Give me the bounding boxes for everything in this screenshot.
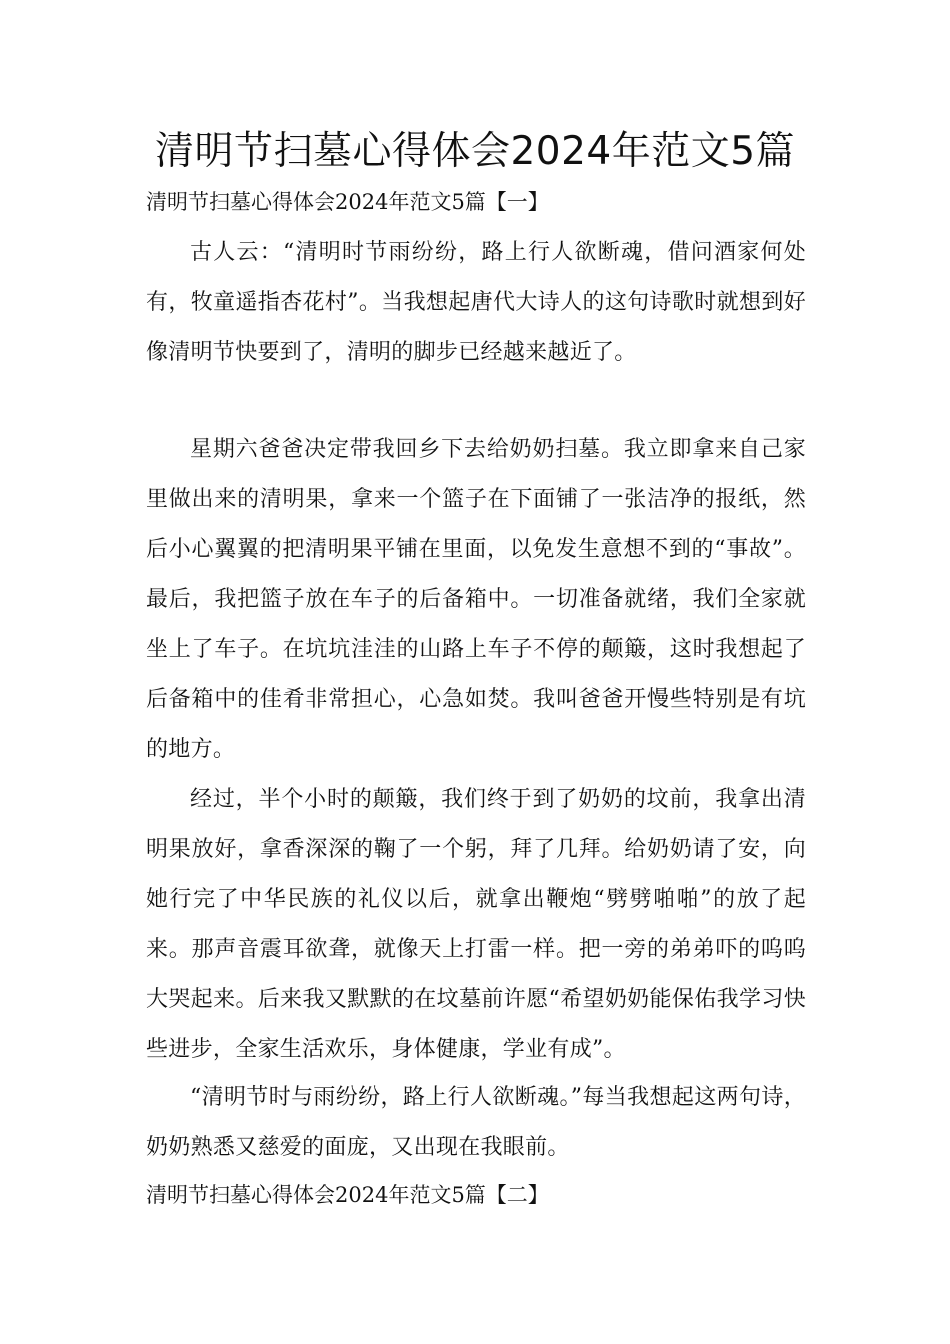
paragraph-4: “清明节时与雨纷纷，路上行人欲断魂。”每当我想起这两句诗，奶奶熟悉又慈爱的面庞，又出现在我眼前。 — [146, 1085, 806, 1160]
section-heading-2: 清明节扫墓心得体会2024年范文5篇【二】 — [146, 1183, 549, 1207]
section-heading-1: 清明节扫墓心得体会2024年范文5篇【一】 — [146, 190, 549, 214]
paragraph-3: 经过，半个小时的颠簸，我们终于到了奶奶的坟前，我拿出清明果放好，拿香深深的鞠了一个躬，拜了几拜。给奶奶请了安，向她行完了中华民族的礼仪以后，就拿出鞭炮“劈劈啪啪”的放了起来。那声音震耳欲聋，就像天上打雷一样。把一旁的弟弟吓的呜呜大哭起来。后来我又默默的在坟墓前许愿“希望奶奶能保佑我学习快些进步，全家生活欢乐，身体健康，学业有成”。 — [146, 787, 806, 1062]
document-title: 清明节扫墓心得体会2024年范文5篇 — [154, 129, 796, 174]
paragraph-2: 星期六爸爸决定带我回乡下去给奶奶扫墓。我立即拿来自己家里做出来的清明果，拿来一个篮子在下面铺了一张洁净的报纸，然后小心翼翼的把清明果平铺在里面，以免发生意想不到的“事故”。最后，我把篮子放在车子的后备箱中。一切准备就绪，我们全家就坐上了车子。在坑坑洼洼的山路上车子不停的颠簸，这时我想起了后备箱中的佳肴非常担心，心急如焚。我叫爸爸开慢些特别是有坑的地方。 — [146, 437, 806, 762]
paragraph-1: 古人云：“清明时节雨纷纷，路上行人欲断魂，借问酒家何处有，牧童遥指杏花村”。当我想起唐代大诗人的这句诗歌时就想到好像清明节快要到了，清明的脚步已经越来越近了。 — [146, 240, 806, 365]
